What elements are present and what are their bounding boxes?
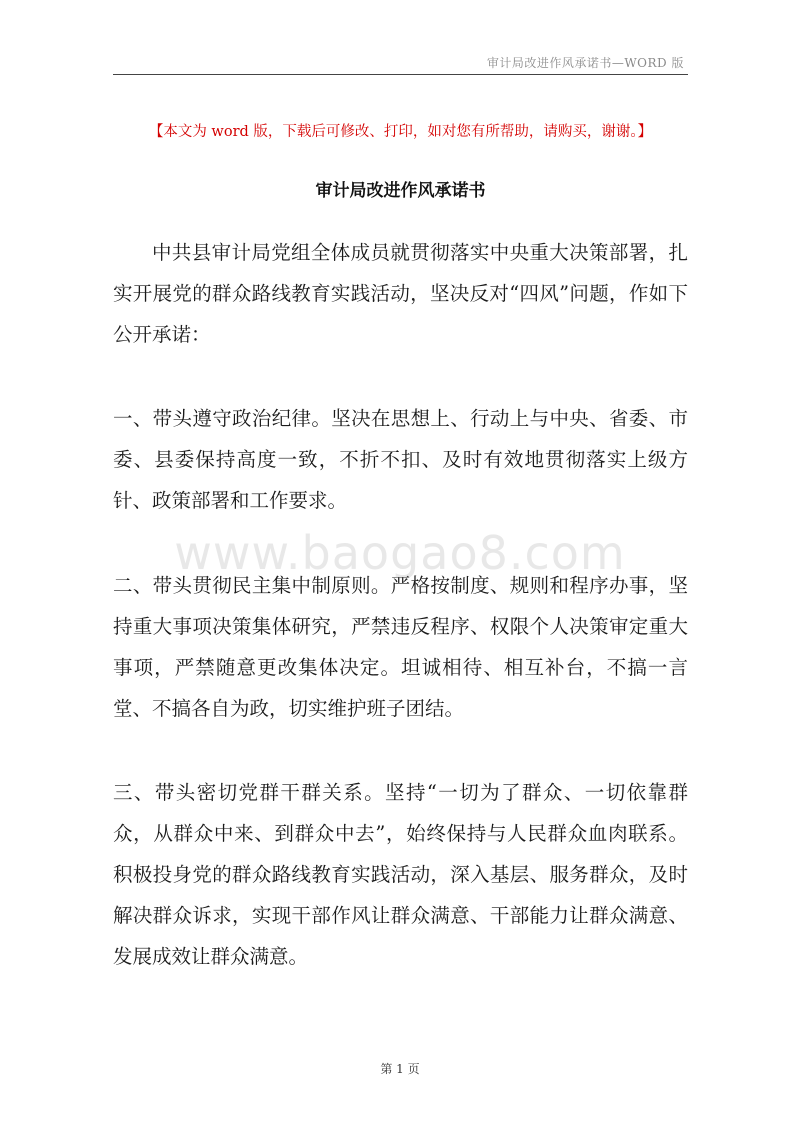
document-title: 审计局改进作风承诺书 (315, 181, 486, 201)
commitment-paragraph-1: 一、带头遵守政治纪律。坚决在思想上、行动上与中央、省委、市委、县委保持高度一致，不折不扣、及时有效地贯彻落实上级方针、政策部署和工作要求。 (113, 407, 688, 512)
header-divider (113, 74, 688, 75)
commitment-paragraph-2: 二、带头贯彻民主集中制原则。严格按制度、规则和程序办事，坚持重大事项决策集体研究，严禁违反程序、权限个人决策审定重大事项，严禁随意更改集体决定。坦诚相待、相互补台，不搞一言堂、不搞各自为政，切实维护班子团结。 (113, 574, 688, 720)
purchase-notice: 【本文为 word 版，下载后可修改、打印，如对您有所帮助，请购买，谢谢。】 (148, 124, 653, 140)
watermark: www.baogao8.com (174, 526, 626, 580)
page-number: 第 1 页 (380, 1062, 420, 1076)
running-header: 审计局改进作风承诺书—WORD 版 (486, 56, 684, 70)
commitment-paragraph-3: 三、带头密切党群干群关系。坚持“一切为了群众、一切依靠群众，从群众中来、到群众中去”，始终保持与人民群众血肉联系。积极投身党的群众路线教育实践活动，深入基层、服务群众，及时解决群众诉求，实现干部作风让群众满意、干部能力让群众满意、发展成效让群众满意。 (113, 781, 688, 968)
intro-paragraph: 中共县审计局党组全体成员就贯彻落实中央重大决策部署，扎实开展党的群众路线教育实践活动，坚决反对“四风”问题，作如下公开承诺： (113, 241, 688, 346)
